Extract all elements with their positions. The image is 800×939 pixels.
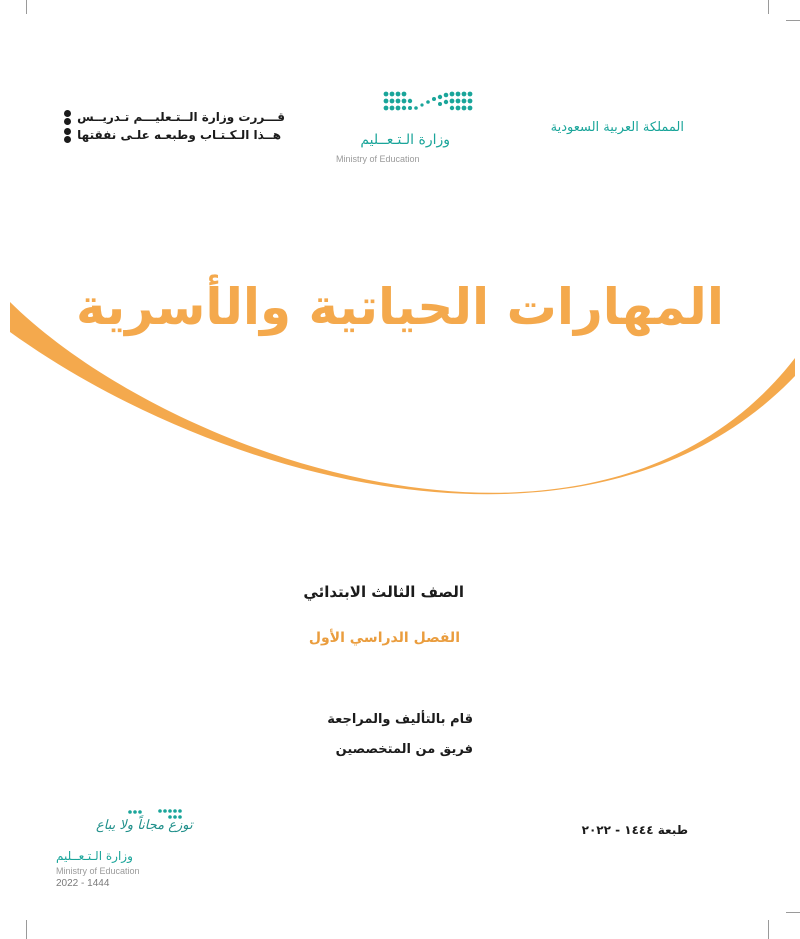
- bullet-icon: [64, 110, 71, 125]
- crop-mark-top-right: [768, 0, 769, 14]
- ministry-decree: [64, 108, 285, 144]
- decree-line-1: قـــررت وزارة الــتـعليـــم تـدريــس: [77, 110, 285, 124]
- ministry-name-english: Ministry of Education: [336, 154, 420, 164]
- ministry-name-arabic: وزارة الـتـعــليم: [360, 132, 450, 148]
- free-distribution-text: توزع مجاناً ولا يباع: [96, 818, 193, 833]
- footer-year: 2022 - 1444: [56, 878, 110, 889]
- crop-mark-bottom-left: [26, 920, 27, 939]
- semester: الفصل الدراسي الأول: [308, 630, 460, 646]
- edition: طبعة ١٤٤٤ - ٢٠٢٢: [581, 823, 688, 837]
- footer-ministry-arabic: وزارة الـتـعــليم: [56, 849, 133, 863]
- crop-mark-right-bottom: [786, 912, 800, 913]
- footer-ministry-english: Ministry of Education: [56, 866, 140, 876]
- crop-mark-right-top: [786, 20, 800, 21]
- bullet-icon: [64, 128, 71, 143]
- crop-mark-bottom-right: [768, 920, 769, 939]
- grade-level: الصف الثالث الابتدائي: [303, 583, 464, 601]
- authors-team: فريق من المتخصصين: [335, 742, 473, 757]
- kingdom-name: المملكة العربية السعودية: [550, 120, 684, 135]
- book-title: المهارات الحياتية والأسرية: [76, 278, 724, 336]
- crop-mark-top-left: [26, 0, 27, 14]
- decree-line-2: هــذا الـكـتـاب وطبعـه علـى نفقتها: [77, 128, 282, 142]
- authors-label: قام بالتأليف والمراجعة: [327, 712, 473, 727]
